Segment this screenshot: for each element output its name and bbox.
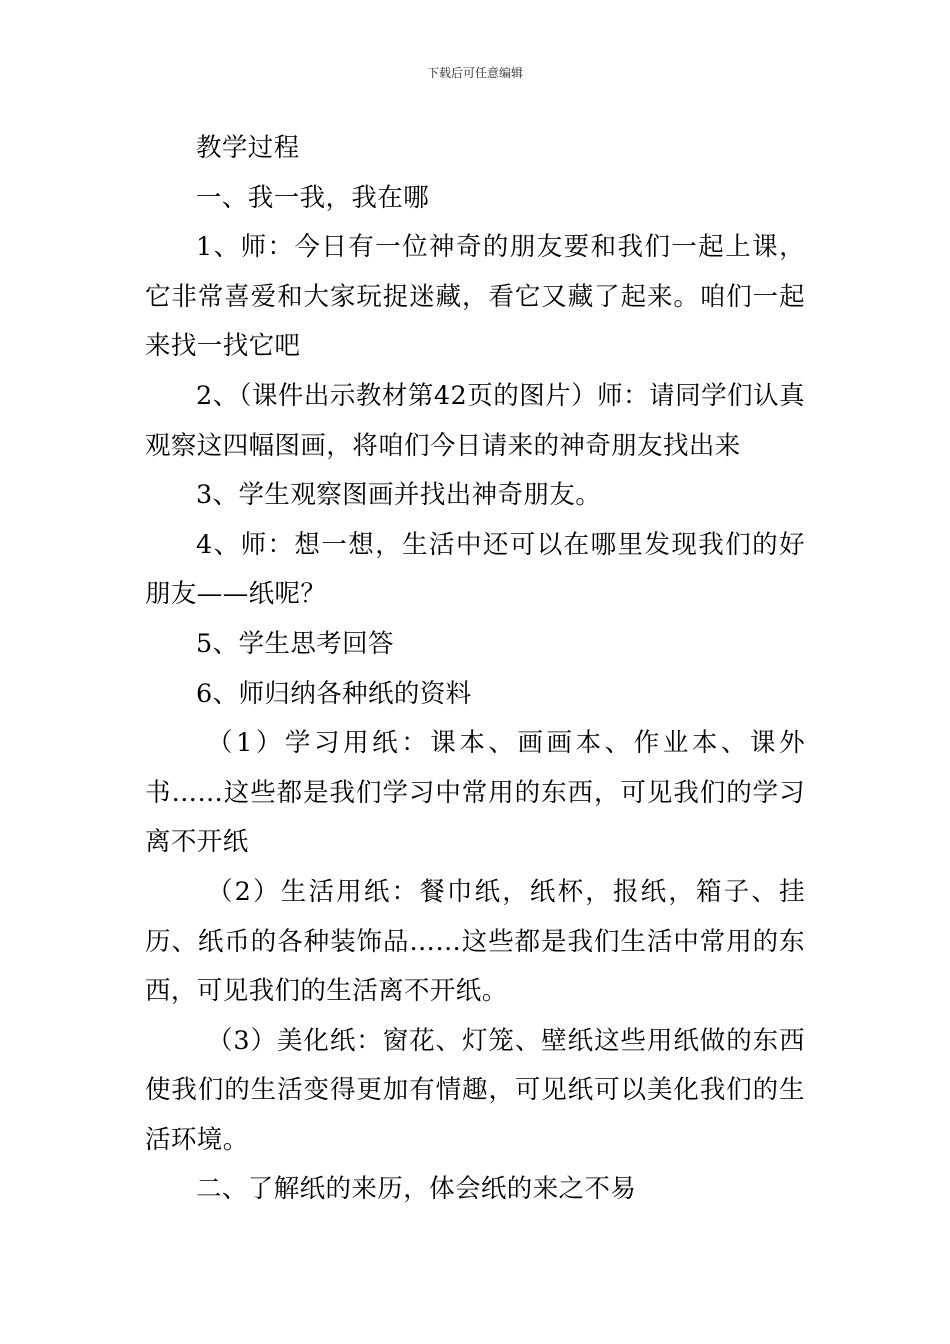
paragraph-step-5: 5、学生思考回答	[196, 628, 394, 659]
document-body	[145, 124, 805, 1215]
paragraph-study-paper: （1）学习用纸：课本、画画本、作业本、课外书……这些都是我们学习中常用的东西，可见我们的学习离不开纸	[145, 728, 805, 858]
page-header-note: 下载后可任意编辑	[426, 66, 523, 80]
section-heading-teaching-process: 教学过程	[196, 133, 300, 163]
section-heading-one: 一、我一我，我在哪	[196, 182, 430, 213]
paragraph-step-1: 1、师：今日有一位神奇的朋友要和我们一起上课，它非常喜爱和大家玩捉迷藏，看它又藏了起来。咱们一起来找一找它吧	[145, 232, 805, 362]
paragraph-step-6: 6、师归纳各种纸的资料	[196, 678, 472, 709]
paragraph-step-3: 3、学生观察图画并找出神奇朋友。	[196, 480, 602, 511]
paragraph-step-4: 4、师：想一想，生活中还可以在哪里发现我们的好朋友——纸呢？	[145, 529, 805, 610]
paragraph-daily-paper: （2）生活用纸：餐巾纸，纸杯，报纸，箱子、挂历、纸币的各种装饰品……这些都是我们生活中常用的东西，可见我们的生活离不开纸。	[145, 876, 805, 1007]
paragraph-decorative-paper: （3）美化纸：窗花、灯笼、壁纸这些用纸做的东西使我们的生活变得更加有情趣，可见纸可以美化我们的生活环境。	[145, 1025, 805, 1155]
section-heading-two: 二、了解纸的来历，体会纸的来之不易	[196, 1174, 637, 1205]
paragraph-step-2: 2、（课件出示教材第42页的图片）师：请同学们认真观察这四幅图画，将咱们今日请来的神奇朋友找出来	[145, 380, 805, 461]
